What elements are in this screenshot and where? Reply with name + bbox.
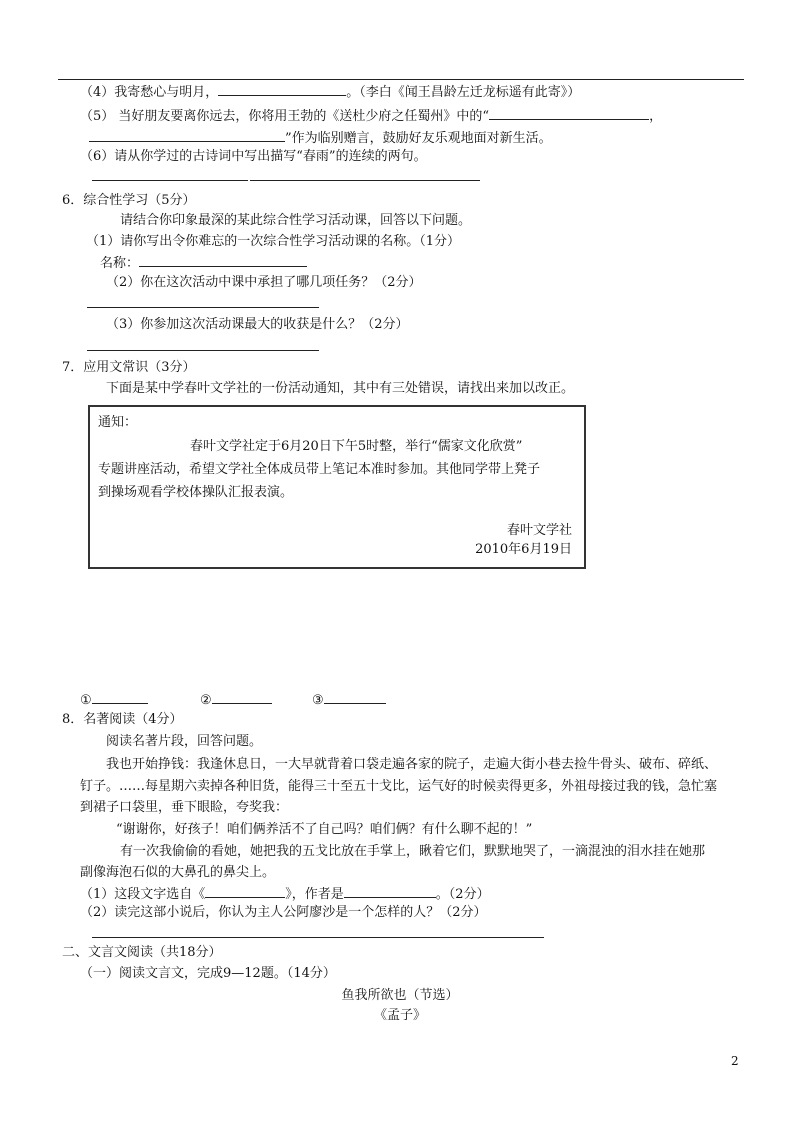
name-blank[interactable]: [139, 253, 307, 267]
q5-item5: （5） 当好朋友要离你远去，你将用王勃的《送杜少府之任蜀州》中的“ ，: [80, 106, 662, 126]
correction-blank[interactable]: [92, 690, 148, 704]
q6-sub1: （1）请你写出令你难忘的一次综合性学习活动课的名称。（1分）: [86, 234, 461, 249]
q6-name-row: 名称：: [100, 253, 307, 273]
answer-slot-1: ①: [80, 690, 148, 710]
passage-line: 我也开始挣钱：我逢休息日，一大早就背着口袋走遍各家的院子，走遍大街小巷去捡牛骨头、破布、碎纸、: [106, 757, 718, 772]
answer-line[interactable]: [87, 307, 319, 308]
answer-line[interactable]: [92, 937, 544, 938]
q8-title: 8．名著阅读（4分）: [62, 712, 183, 727]
answer-line[interactable]: [250, 180, 480, 181]
notice-date: 2010年6月19日: [475, 542, 572, 557]
q5-item6: （6）请从你学过的古诗词中写出描写“春雨”的连续的两句。: [80, 149, 427, 164]
q8-sub1: （1）这段文字选自《 》，作者是 。（2分）: [80, 884, 490, 904]
passage-title: 鱼我所欲也（节选）: [341, 988, 459, 1003]
answer-slot-3: ③: [312, 690, 386, 710]
answer-line[interactable]: [92, 180, 248, 181]
notice-heading: 通知：: [98, 415, 138, 430]
q5-item4: （4）我寄愁心与明月， 。（李白《闻王昌龄左迁龙标遥有此寄》）: [80, 82, 580, 102]
q8-sub2: （2）读完这部小说后，你认为主人公阿廖沙是一个怎样的人？（2分）: [80, 905, 487, 920]
header-rule: [58, 79, 744, 80]
answer-blank[interactable]: [489, 106, 649, 120]
q6-intro: 请结合你印象最深的某此综合性学习活动课，回答以下问题。: [120, 213, 472, 228]
answer-line[interactable]: [87, 350, 319, 351]
passage-line: 钉子。……每星期六卖掉各种旧货，能得三十至五十戈比，运气好的时候卖得更多，外祖母接过我的钱，急忙塞: [80, 779, 718, 794]
q6-sub2: （2）你在这次活动中课中承担了哪几项任务？（2分）: [106, 275, 422, 290]
passage-line: 到裙子口袋里，垂下眼睑，夸奖我：: [80, 800, 289, 815]
notice-line: 春叶文学社定于6月20日下午5时整，举行“儒家文化欣赏”: [190, 439, 523, 454]
q8-intro: 阅读名著片段，回答问题。: [106, 734, 263, 749]
correction-blank[interactable]: [212, 690, 272, 704]
passage-line: 有一次我偷偷的看她，她把我的五戈比放在手掌上，瞅着它们，默默地哭了，一滴混浊的泪水挂在她那: [120, 844, 706, 859]
answer-blank[interactable]: [218, 82, 346, 96]
notice-line: 专题讲座活动，希望文学社全体成员带上笔记本准时参加。其他同学带上凳子: [98, 462, 541, 477]
passage-quote: “谢谢你，好孩子！咱们俩养活不了自己吗？咱们俩？有什么聊不起的！”: [116, 822, 533, 837]
q7-title: 7．应用文常识（3分）: [62, 360, 196, 375]
book-title-blank[interactable]: [205, 884, 285, 898]
correction-blank[interactable]: [324, 690, 386, 704]
section-subheading: （一）阅读文言文，完成9—12题。（14分）: [80, 966, 336, 981]
author-blank[interactable]: [344, 884, 436, 898]
q6-title: 6．综合性学习（5分）: [62, 193, 196, 208]
q7-intro: 下面是某中学春叶文学社的一份活动通知，其中有三处错误，请找出来加以改正。: [106, 381, 575, 396]
answer-blank[interactable]: [89, 128, 285, 142]
answer-slot-2: ②: [200, 690, 272, 710]
q6-sub3: （3）你参加这次活动课最大的收获是什么？（2分）: [106, 317, 409, 332]
notice-line: 到操场观看学校体操队汇报表演。: [98, 485, 294, 500]
passage-line: 副像海泡石似的大鼻孔的鼻尖上。: [80, 865, 276, 880]
passage-author: 《孟子》: [373, 1008, 426, 1023]
page-number: 2: [731, 1054, 739, 1068]
q5-item5-cont: ”作为临别赠言，鼓励好友乐观地面对新生活。: [89, 128, 552, 148]
notice-signature: 春叶文学社: [506, 523, 572, 538]
section-heading: 二、文言文阅读（共18分）: [62, 945, 222, 960]
